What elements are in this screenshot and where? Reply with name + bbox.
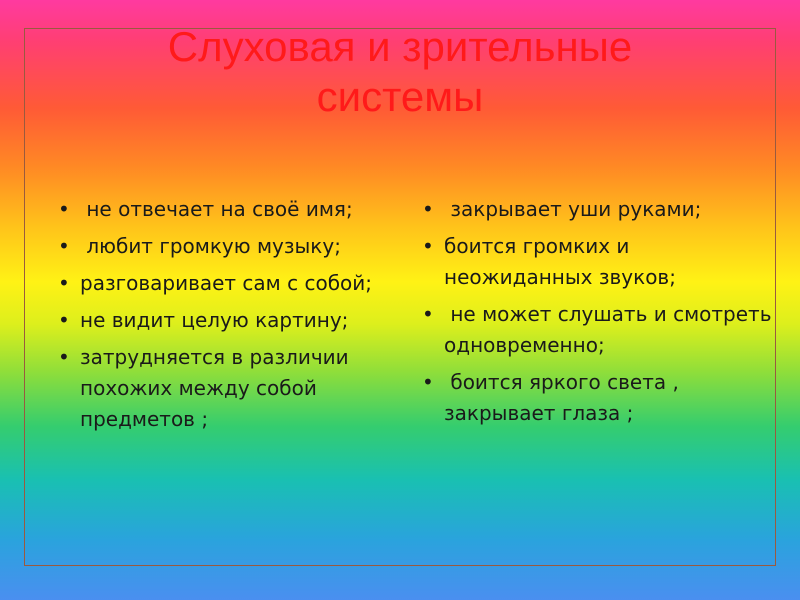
- list-item-text: затрудняется в различии похожих между собой предметов ;: [80, 345, 356, 431]
- list-item-text: не может слушать и смотреть одновременно;: [444, 302, 778, 357]
- list-item: [58, 305, 398, 336]
- bullet-icon: •: [422, 370, 434, 394]
- bullet-icon: •: [422, 197, 434, 221]
- list-item: [58, 342, 398, 435]
- right-bullet-list: [422, 194, 778, 435]
- list-item-text: не видит целую картину;: [80, 308, 349, 332]
- title-line-1: Слуховая и зрительные: [167, 23, 633, 70]
- bullet-icon: •: [58, 308, 70, 332]
- list-item: [422, 299, 778, 361]
- list-item: [58, 268, 398, 299]
- list-item-text: разговаривает сам с собой;: [80, 271, 373, 295]
- bullet-icon: •: [58, 197, 70, 221]
- list-item-text: боится громких и неожиданных звуков;: [444, 234, 676, 289]
- title-line-2: системы: [316, 73, 484, 120]
- bullet-icon: •: [422, 234, 434, 258]
- list-item-text: закрывает уши руками;: [444, 197, 702, 221]
- bullet-icon: •: [58, 234, 70, 258]
- list-item: [422, 194, 772, 225]
- bullet-icon: •: [58, 345, 70, 369]
- list-item-text: любит громкую музыку;: [80, 234, 341, 258]
- list-item: [422, 367, 772, 429]
- list-item: [58, 231, 398, 262]
- slide-title: [0, 22, 800, 122]
- left-bullet-list: [58, 194, 398, 441]
- bullet-icon: •: [422, 302, 434, 326]
- list-item: [58, 194, 398, 225]
- bullet-icon: •: [58, 271, 70, 295]
- list-item-text: не отвечает на своё имя;: [80, 197, 353, 221]
- list-item: [422, 231, 772, 293]
- list-item-text: боится яркого света , закрывает глаза ;: [444, 370, 686, 425]
